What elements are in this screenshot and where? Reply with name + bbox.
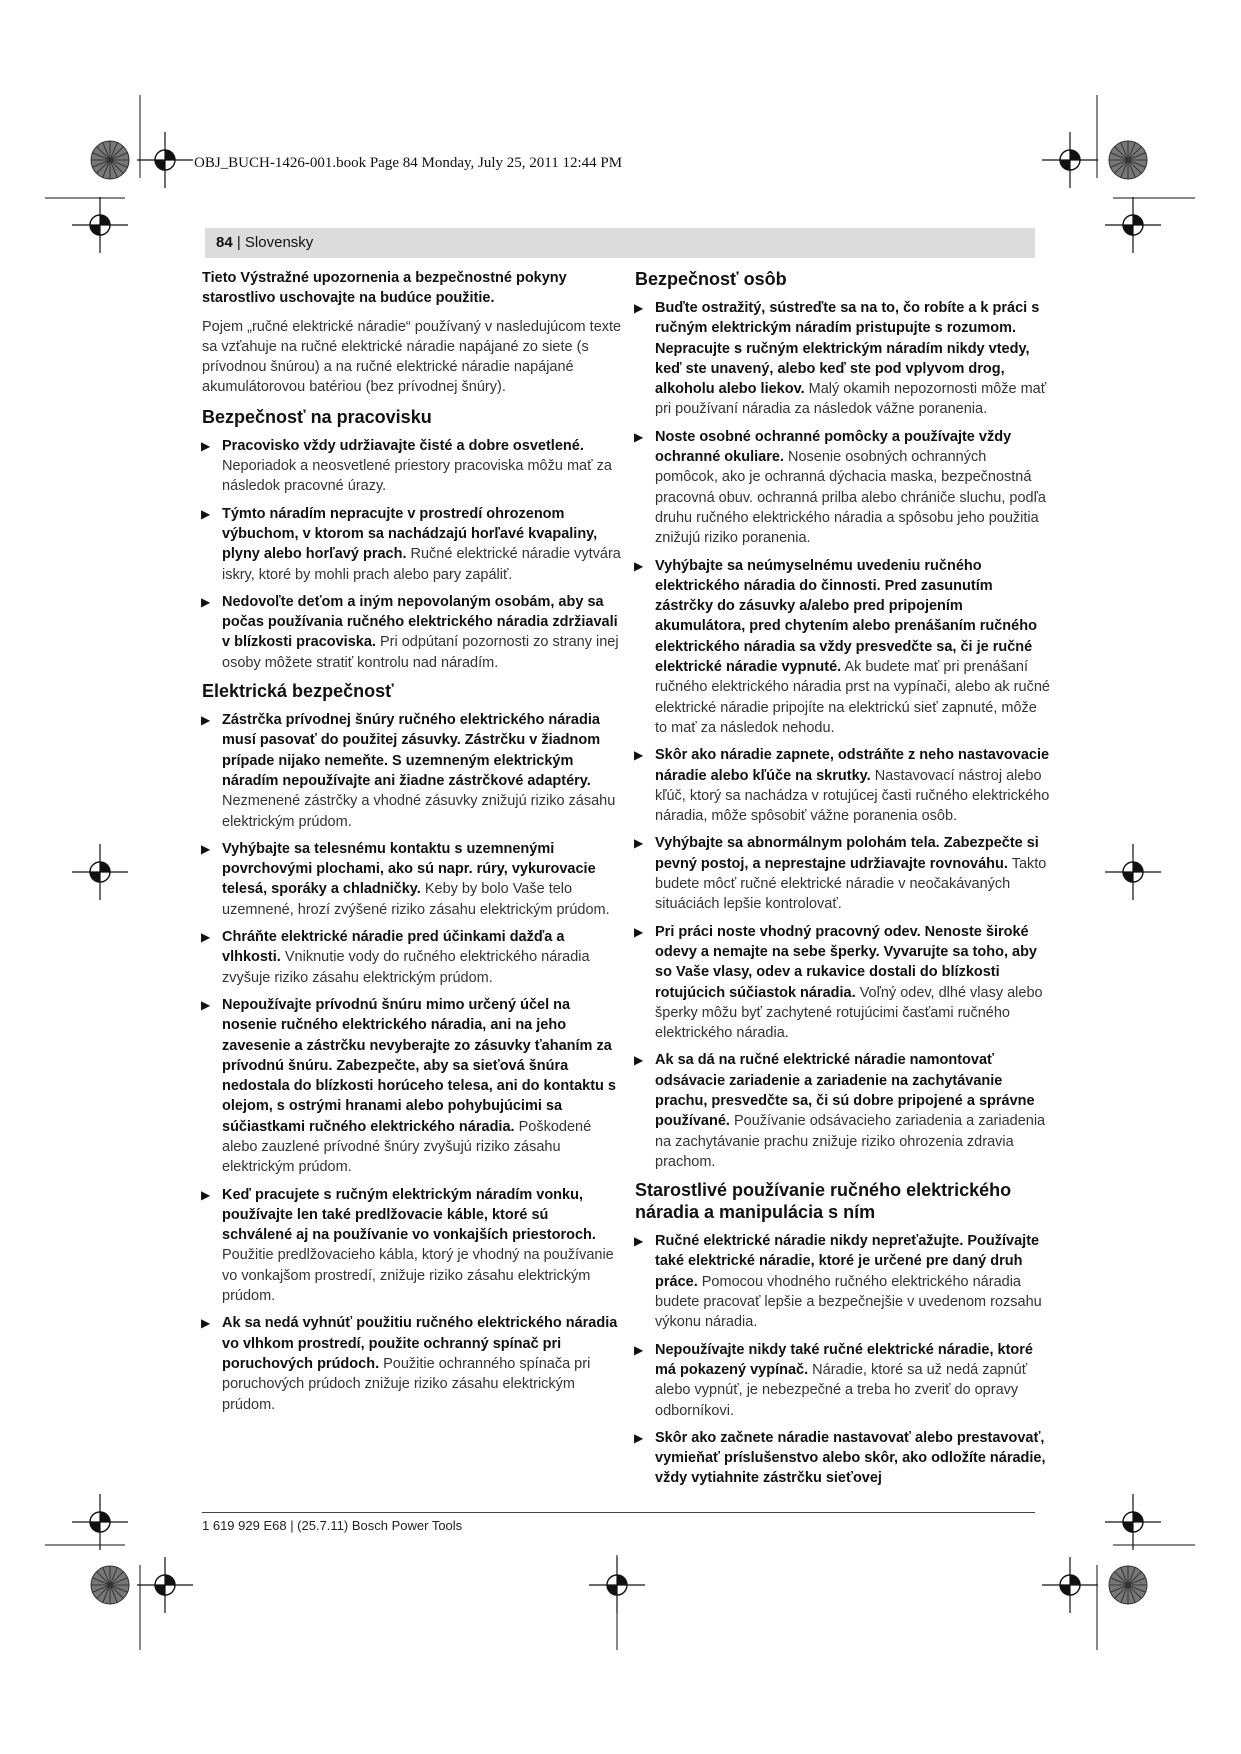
safety-item <box>202 1313 622 1414</box>
safety-item-bold: Skôr ako začnete náradie nastavovať alebo prestavovať, vymieňať príslušenstvo alebo skôr, ako odložíte náradie, vždy vytiahnite zástrčku sieťovej <box>655 1429 1046 1487</box>
safety-list <box>202 710 622 1415</box>
safety-item-bold: Pracovisko vždy udržiavajte čisté a dobre osvetlené. <box>222 437 584 454</box>
bullet-arrow-icon: ▶ <box>201 930 211 945</box>
safety-item-bold: Zástrčka prívodnej šnúry ručného elektrického náradia musí pasovať do použitej zásuvky. Zástrčku v žiadnom prípade nijako nemeňte. S uzemneným elektrickým náradím nepoužívajte ani žiadne zástrčkové adaptéry. <box>222 712 601 789</box>
intro-bold: Tieto Výstražné upozornenia a bezpečnostné pokyny starostlivo uschovajte na budúce použitie. <box>202 270 567 307</box>
safety-item-text: Pomocou vhodného ručného elektrického náradia budete pracovať lepšie a bezpečnejšie v uvedenom rozsahu výkonu náradia. <box>655 1273 1042 1331</box>
safety-item-text: Vniknutie vody do ručného elektrického náradia zvyšuje riziko zásahu elektrickým prúdom. <box>222 949 590 986</box>
footer-rule <box>202 1512 1035 1513</box>
safety-item-text: Používanie odsávacieho zariadenia a zariadenia na zachytávanie prachu znižuje riziko ohrozenia zdravia prachom. <box>655 1113 1046 1170</box>
safety-item-text: Keby by bolo Vaše telo uzemnené, hrozí zvýšené riziko zásahu elektrickým prúdom. <box>222 881 610 918</box>
bullet-arrow-icon: ▶ <box>634 1430 644 1445</box>
safety-item-bold: Ak sa nedá vyhnúť použitiu ručného elektrického náradia vo vlhkom prostredí, použite ochranný spínač pri poruchových prúdoch. <box>222 1315 618 1372</box>
safety-item-bold: Ak sa dá na ručné elektrické náradie namontovať odsávacie zariadenie a zariadenie na zachytávanie prachu, presvedčte sa, či sú dobre pripojené a správne používané. <box>655 1052 1035 1130</box>
section-heading: Elektrická bezpečnosť <box>202 681 394 702</box>
left-sections <box>202 406 622 1415</box>
safety-item-text: Použitie ochranného spínača pri poruchových prúdoch znižuje riziko zásahu elektrickým prúdom. <box>222 1355 591 1413</box>
safety-item-bold: Vyhýbajte sa neúmyselnému uvedeniu ručného elektrického náradia do činnosti. Pred zasunutím zástrčky do zásuvky a/alebo pred pripojením akumulátora, pred chytením alebo prenášaním ručného elektrického náradia sa vždy presvedčte sa, či je ručné elektrické náradie vypnuté. <box>655 557 1037 676</box>
safety-item <box>635 745 1050 826</box>
bullet-arrow-icon: ▶ <box>634 1053 644 1068</box>
safety-item <box>635 1050 1050 1172</box>
safety-item-bold: Noste osobné ochranné pomôcky a používajte vždy ochranné okuliare. <box>655 428 1012 466</box>
safety-item-text: Nastavovací nástroj alebo kľúč, ktorý sa nachádza v rotujúcej časti ručného elektrického náradia, môže spôsobiť vážne poranenia osôb. <box>655 767 1050 825</box>
safety-item <box>635 833 1050 914</box>
safety-item-text: Takto budete môcť ručné elektrické náradie v neočakávaných situáciách lepšie kontrolovať. <box>655 855 1047 913</box>
bullet-arrow-icon: ▶ <box>201 841 211 856</box>
safety-item-bold: Buďte ostražitý, sústreďte sa na to, čo robíte a k práci s ručným elektrickým náradím pristupujte s rozumom. Nepracujte s ručným elektrickým náradím nikdy vtedy, keď ste unavený, alebo keď ste pod vplyvom drog, alkoholu alebo liekov. <box>655 300 1040 398</box>
section-heading: Starostlivé používanie ručného elektrického náradia a manipulácia s ním <box>635 1180 1012 1223</box>
bullet-arrow-icon: ▶ <box>201 1316 211 1331</box>
safety-item <box>635 1340 1050 1421</box>
safety-item <box>202 1185 622 1307</box>
safety-item <box>202 839 622 920</box>
safety-item-bold: Vyhýbajte sa abnormálnym polohám tela. Zabezpečte si pevný postoj, a neprestajne udržiavajte rovnováhu. <box>655 835 1039 872</box>
bullet-arrow-icon: ▶ <box>634 748 644 763</box>
bullet-arrow-icon: ▶ <box>634 1342 644 1357</box>
section-heading: Bezpečnosť na pracovisku <box>202 406 432 427</box>
intro-text: Pojem „ručné elektrické náradie“ používaný v nasledujúcom texte sa vzťahuje na ručné elektrické náradie napájané zo siete (s prívodnou šnúrou) a na ručné elektrické náradie napájané akumulátorovou batériou (bez prívodnej šnúry). <box>202 318 622 396</box>
safety-list <box>202 436 622 673</box>
safety-item <box>635 427 1050 549</box>
safety-item-bold: Nepoužívajte prívodnú šnúru mimo určený účel na nosenie ručného elektrického náradia, ani na jeho zavesenie a zástrčku nevyberajte zo zásuvky ťahaním za prívodnú šnúru. Zabezpečte, aby sa sieťová šnúra nedostala do blízkosti horúceho telesa, ani do kontaktu s olejom, s ostrými hranami alebo pohybujúcimi sa súčiastkami ručného elektrického náradia. <box>222 996 616 1135</box>
safety-item-text: Použitie predlžovacieho kábla, ktorý je vhodný na používanie vo vonkajšom prostredí, znižuje riziko zásahu elektrickým prúdom. <box>222 1247 614 1305</box>
safety-item-text: Ak budete mať pri prenášaní ručného elektrického náradia prst na vypínači, alebo ak ručné elektrické náradie pripojíte na elektrickú sieť zapnuté, môže to mať za následok nehodu. <box>655 659 1050 736</box>
bullet-arrow-icon: ▶ <box>634 429 644 444</box>
header-separator: | <box>232 234 245 251</box>
safety-item <box>635 298 1050 420</box>
bullet-arrow-icon: ▶ <box>634 1234 644 1249</box>
safety-item-text: Pri odpútaní pozornosti zo strany inej osoby môžete stratiť kontrolu nad náradím. <box>222 634 619 671</box>
safety-list <box>635 1231 1050 1489</box>
safety-item-bold: Skôr ako náradie zapnete, odstráňte z neho nastavovacie náradie alebo kľúče na skrutky. <box>655 747 1050 784</box>
bullet-arrow-icon: ▶ <box>634 301 644 315</box>
safety-item <box>202 592 622 673</box>
right-column <box>635 268 1050 1496</box>
page-header <box>216 234 313 251</box>
bullet-arrow-icon: ▶ <box>201 713 211 728</box>
safety-item-text: Nezmenené zástrčky a vhodné zásuvky znižujú riziko zásahu elektrickým prúdom. <box>222 793 616 830</box>
right-sections <box>635 268 1050 1489</box>
safety-item <box>635 1428 1050 1489</box>
safety-item <box>635 556 1050 739</box>
print-slug-line: OBJ_BUCH-1426-001.book Page 84 Monday, July 25, 2011 12:44 PM <box>194 155 623 171</box>
safety-item-bold: Chráňte elektrické náradie pred účinkami dažďa a vlhkosti. <box>222 929 565 966</box>
bullet-arrow-icon: ▶ <box>201 997 211 1012</box>
safety-item <box>202 927 622 988</box>
safety-item-bold: Nedovoľte deťom a iným nepovolaným osobám, aby sa počas používania ručného elektrického náradia zdržiavali v blízkosti pracoviska. <box>222 593 618 651</box>
safety-item <box>202 995 622 1178</box>
safety-item-bold: Týmto náradím nepracujte v prostredí ohrozenom výbuchom, v ktorom sa nachádzajú horľavé kvapaliny, plyny alebo horľavý prach. <box>222 505 598 563</box>
section-heading: Bezpečnosť osôb <box>635 269 787 289</box>
safety-item <box>202 436 622 497</box>
safety-item-bold: Nepoužívajte nikdy také ručné elektrické náradie, ktoré má pokazený vypínač. <box>655 1341 1033 1378</box>
safety-item-bold: Vyhýbajte sa telesnému kontaktu s uzemnenými povrchovými plochami, ako sú napr. rúry, vykurovacie telesá, sporáky a chladničky. <box>222 840 596 898</box>
safety-list <box>635 298 1050 1172</box>
safety-item <box>635 922 1050 1044</box>
bullet-arrow-icon: ▶ <box>201 1187 211 1202</box>
safety-item-bold: Pri práci noste vhodný pracovný odev. Nenoste široké odevy a nemajte na sebe šperky. Vyvarujte sa toho, aby so Vaše vlasy, odev a rukavice dostali do blízkosti rotujúcich súčiastok náradia. <box>655 923 1037 1001</box>
bullet-arrow-icon: ▶ <box>634 836 644 851</box>
bullet-arrow-icon: ▶ <box>634 924 644 939</box>
safety-item-text: Neporiadok a neosvetlené priestory pracoviska môžu mať za následok pracovné úrazy. <box>222 458 612 495</box>
bullet-arrow-icon: ▶ <box>201 438 211 453</box>
safety-item <box>635 1231 1050 1332</box>
page-number: 84 <box>216 234 233 251</box>
bullet-arrow-icon: ▶ <box>634 558 644 573</box>
page-footer: 1 619 929 E68 | (25.7.11) Bosch Power Tools <box>202 1518 463 1533</box>
safety-item-text: Poškodené alebo zauzlené prívodné šnúry zvyšujú riziko zásahu elektrickým prúdom. <box>222 1118 592 1176</box>
safety-item <box>202 710 622 832</box>
safety-item-bold: Keď pracujete s ručným elektrickým náradím vonku, používajte len také predlžovacie káble, ktoré sú schválené aj na používanie vo vonkajších priestoroch. <box>222 1186 596 1244</box>
safety-item-text: Nosenie osobných ochranných pomôcok, ako je ochranná dýchacia maska, bezpečnostná pracovná obuv. ochranná prilba alebo chrániče sluchu, podľa druhu ručného elektrického náradia a spôsobu jeho použitia znižujú riziko poranenia. <box>655 449 1046 547</box>
safety-item-text: Ručné elektrické náradie vytvára iskry, ktoré by mohli prach alebo pary zapáliť. <box>222 546 621 583</box>
bullet-arrow-icon: ▶ <box>201 594 211 609</box>
left-column <box>202 268 622 1422</box>
safety-item <box>202 504 622 585</box>
safety-item-text: Malý okamih nepozornosti môže mať pri používaní náradia za následok vážne poranenia. <box>655 381 1047 418</box>
safety-item-bold: Ručné elektrické náradie nikdy nepreťažujte. Používajte také elektrické náradie, ktoré je určené pre daný druh práce. <box>655 1233 1040 1290</box>
page-header-band <box>205 228 1035 258</box>
safety-item-text: Voľný odev, dlhé vlasy alebo šperky môžu byť zachytené rotujúcimi časťami ručného elektrického náradia. <box>655 984 1043 1042</box>
bullet-arrow-icon: ▶ <box>201 506 211 521</box>
header-language: Slovensky <box>244 234 314 251</box>
safety-item-text: Náradie, ktoré sa už nedá zapnúť alebo vypnúť, je nebezpečné a treba ho zveriť do opravy odborníkovi. <box>655 1361 1028 1419</box>
